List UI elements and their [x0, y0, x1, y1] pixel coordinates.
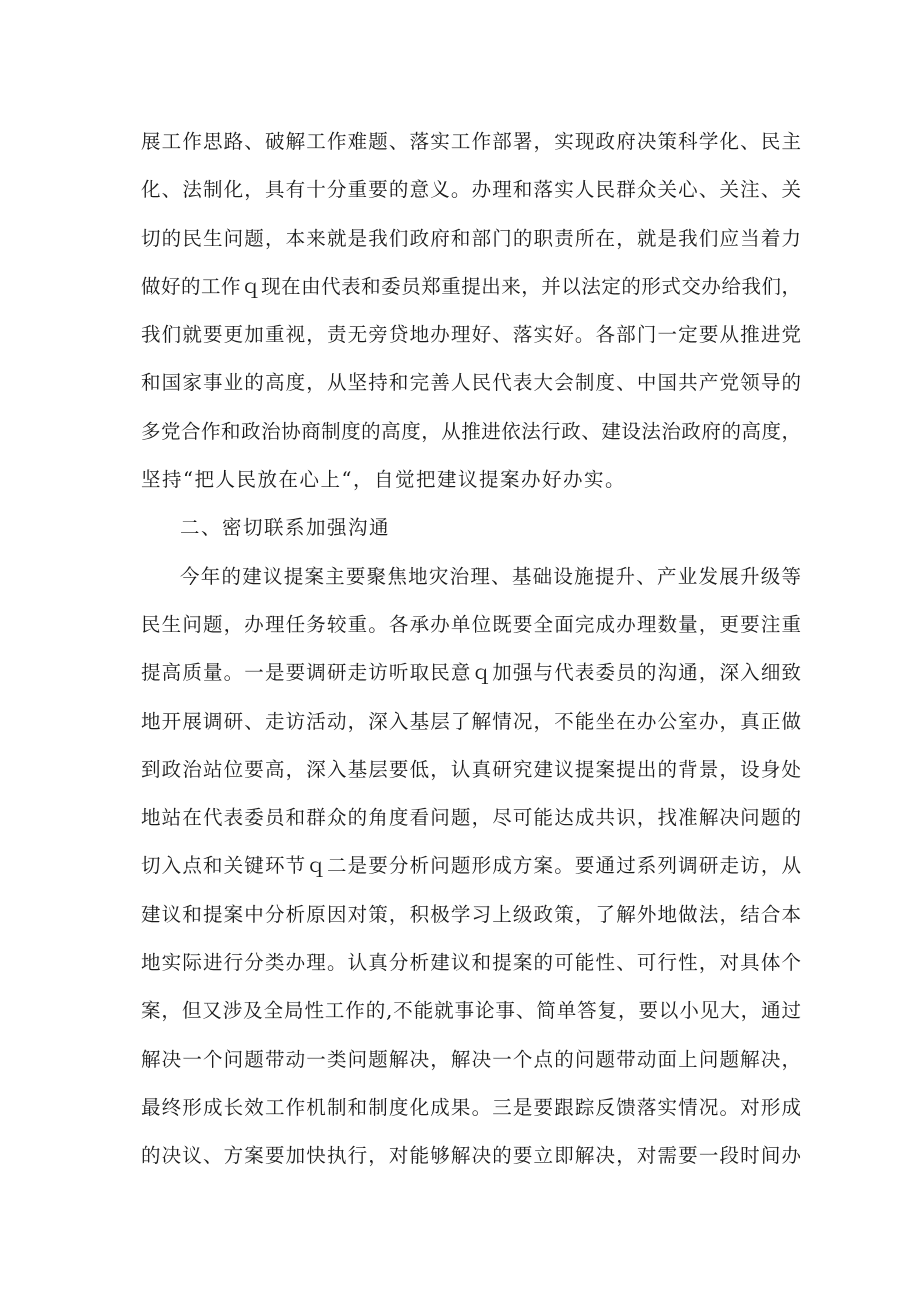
text-line: 切入点和关键环节ｑ二是要分析问题形成方案。要通过系列调研走访，从	[141, 854, 801, 878]
text-line: 提高质量。一是要调研走访听取民意ｑ加强与代表委员的沟通，深入细致	[141, 661, 801, 685]
text-line: 最终形成长效工作机制和制度化成果。三是要跟踪反馈落实情况。对形成	[141, 1095, 801, 1119]
text-line: 民生问题，办理任务较重。各承办单位既要全面完成办理数量，更要注重	[141, 612, 801, 636]
text-line: 我们就要更加重视，责无旁贷地办理好、落实好。各部门一定要从推进党	[141, 323, 801, 347]
text-line: 的决议、方案要加快执行，对能够解决的要立即解决，对需要一段时间办	[141, 1144, 801, 1168]
text-line: 坚持“把人民放在心上“，自觉把建议提案办好办实。	[141, 468, 626, 492]
text-line: 做好的工作ｑ现在由代表和委员郑重提出来，并以法定的形式交办给我们，	[141, 274, 801, 298]
text-line: 到政治站位要高，深入基层要低，认真研究建议提案提出的背景，设身处	[141, 757, 801, 781]
text-line: 建议和提案中分析原因对策，积极学习上级政策，了解外地做法，结合本	[141, 902, 801, 926]
text-line: 展工作思路、破解工作难题、落实工作部署，实现政府决策科学化、民主	[141, 130, 801, 153]
text-line: 切的民生问题，本来就是我们政府和部门的职责所在，就是我们应当着力	[141, 226, 801, 250]
text-line: 解决一个问题带动一类问题解决，解决一个点的问题带动面上问题解决，	[141, 1047, 801, 1071]
text-line: 案，但又涉及全局性工作的,不能就事论事、简单答复，要以小见大，通过	[141, 999, 801, 1023]
text-line: 地实际进行分类办理。认真分析建议和提案的可能性、可行性，对具体个	[141, 951, 801, 975]
text-line: 化、法制化，具有十分重要的意义。办理和落实人民群众关心、关注、关	[141, 178, 801, 202]
body-text	[141, 118, 801, 1181]
section-heading: 二、密切联系加强沟通	[180, 516, 391, 540]
text-line: 地站在代表委员和群众的角度看问题，尽可能达成共识，找准解决问题的	[141, 806, 801, 830]
text-line: 多党合作和政治协商制度的高度，从推进依法行政、建设法治政府的高度，	[141, 419, 801, 443]
text-line: 地开展调研、走访活动，深入基层了解情况，不能坐在办公室办，真正做	[141, 709, 801, 733]
text-line: 和国家事业的高度，从坚持和完善人民代表大会制度、中国共产党领导的	[141, 371, 801, 395]
text-line: 今年的建议提案主要聚焦地灾治理、基础设施提升、产业发展升级等	[180, 564, 801, 588]
